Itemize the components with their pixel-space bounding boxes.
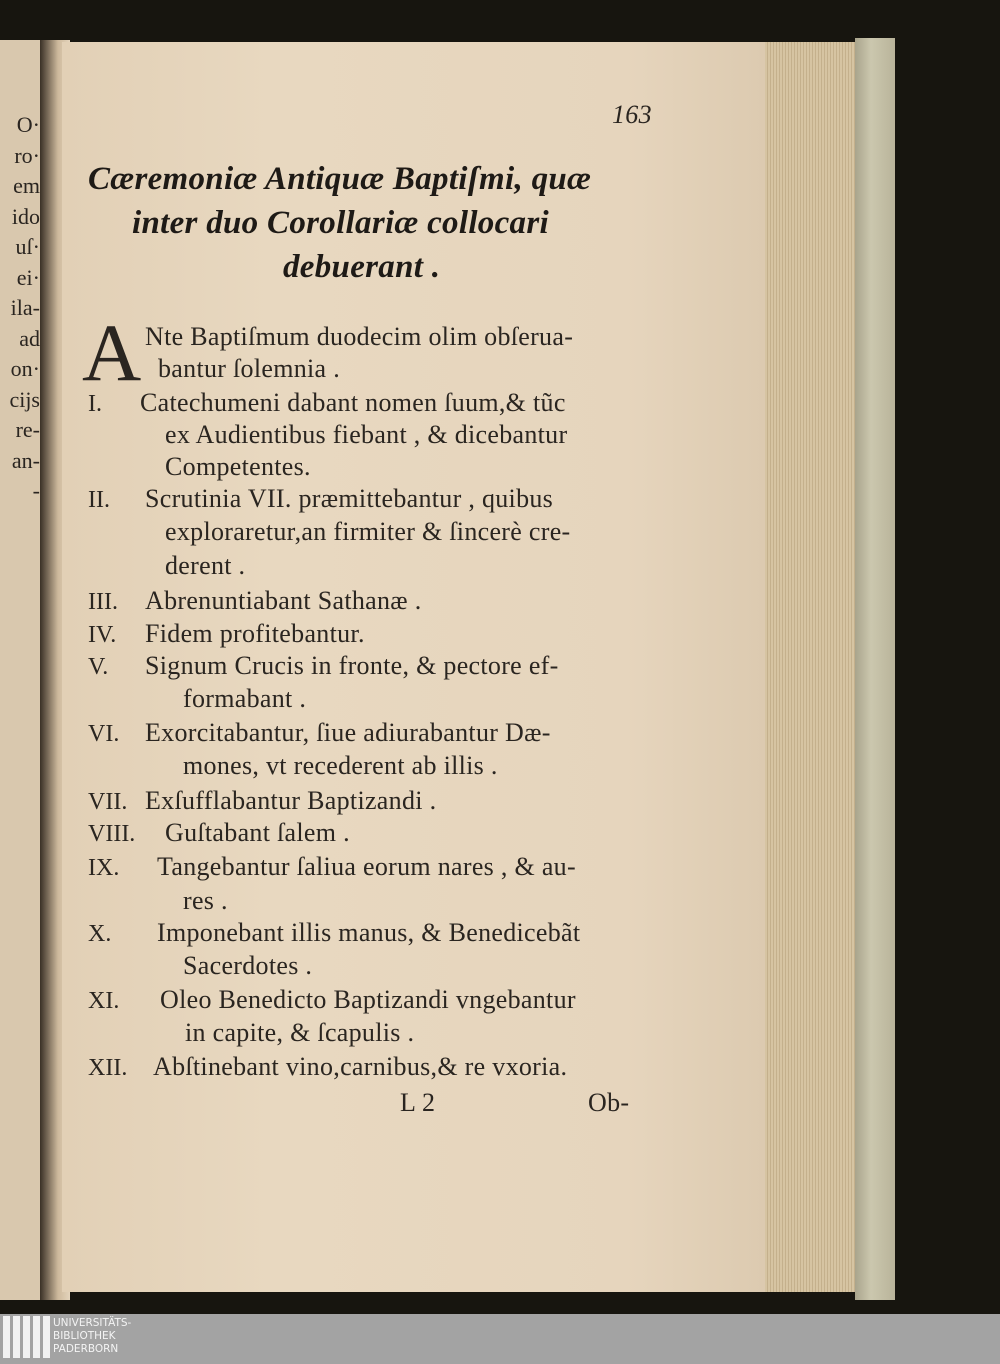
library-footer	[0, 1314, 1000, 1364]
item-text-line: Catechumeni dabant nomen ſuum,& tũc	[140, 388, 566, 417]
item-text-line: Exorcitabantur, ſiue adiurabantur Dæ-	[145, 718, 551, 747]
title-line: Cæremoniæ Antiquæ Baptiſmi, quæ	[88, 161, 592, 197]
title-line: debuerant .	[283, 249, 441, 285]
left-page-fragment: an-	[11, 447, 40, 473]
left-page-fragment: ila-	[10, 295, 40, 320]
library-name: UNIVERSITÄTS- BIBLIOTHEK PADERBORN	[53, 1317, 132, 1355]
intro-line: Nte Baptiſmum duodecim olim obſerua-	[145, 322, 574, 351]
item-number: IV.	[88, 622, 117, 648]
item-number: VII.	[88, 789, 128, 815]
item-text-line: exploraretur,an firmiter & ſincerè cre-	[165, 517, 571, 546]
left-page	[0, 40, 44, 1300]
item-number: XI.	[88, 988, 120, 1014]
left-page-fragment: ei·	[16, 264, 40, 290]
item-number: X.	[88, 921, 112, 947]
left-page-fragment: ido	[11, 203, 40, 229]
item-number: VI.	[88, 721, 120, 747]
left-page-fragment: ro·	[14, 142, 40, 168]
item-text-line: Fidem profitebantur.	[145, 619, 365, 648]
item-text-line: formabant .	[183, 684, 307, 713]
drop-cap: A	[82, 307, 142, 398]
left-page-fragment: uſ·	[15, 234, 40, 259]
item-number: V.	[88, 654, 109, 680]
item-text-line: Signum Crucis in fronte, & pectore ef-	[145, 651, 559, 680]
left-page-fragment: on·	[10, 356, 40, 381]
left-page-fragment: O·	[16, 112, 40, 137]
left-page-fragment: re-	[15, 417, 40, 442]
title-line: inter duo Corollariæ collocari	[132, 205, 549, 241]
item-text-line: Scrutinia VII. præmittebantur , quibus	[145, 484, 554, 513]
item-text-line: Sacerdotes .	[183, 951, 313, 980]
item-number: IX.	[88, 855, 120, 881]
signature-mark: L 2	[400, 1088, 436, 1117]
item-text-line: derent .	[165, 551, 246, 580]
item-text-line: Abſtinebant vino,carnibus,& re vxoria.	[153, 1052, 568, 1081]
item-text-line: Imponebant illis manus, & Benedicebãt	[157, 918, 581, 947]
left-page-fragment: em	[13, 173, 40, 198]
item-number: I.	[88, 391, 102, 417]
item-text-line: Tangebantur ſaliua eorum nares , & au-	[157, 852, 576, 881]
item-text-line: in capite, & ſcapulis .	[185, 1018, 415, 1047]
left-page-fragment: -	[32, 478, 40, 503]
page-edges	[765, 42, 857, 1292]
library-logo-icon	[3, 1316, 53, 1363]
item-text-line: Oleo Benedicto Baptizandi vngebantur	[160, 985, 576, 1014]
item-text-line: Competentes.	[165, 452, 311, 481]
item-text-line: res .	[183, 886, 228, 915]
left-page-fragment: cijs	[9, 386, 40, 412]
item-number: VIII.	[88, 821, 136, 847]
item-number: XII.	[88, 1055, 128, 1081]
item-text-line: Guſtabant ſalem .	[165, 818, 350, 847]
item-text-line: Abrenuntiabant Sathanæ .	[145, 586, 422, 615]
item-number: II.	[88, 487, 110, 513]
catchword: Ob-	[588, 1088, 630, 1117]
book-cover	[855, 38, 895, 1300]
left-page-fragment: ad	[19, 325, 40, 351]
page-number: 163	[612, 100, 652, 129]
item-number: III.	[88, 589, 118, 615]
item-text-line: Exſufflabantur Baptizandi .	[145, 786, 437, 815]
item-text-line: ex Audientibus fiebant , & dicebantur	[165, 420, 568, 449]
item-text-line: mones, vt recederent ab illis .	[183, 751, 498, 780]
intro-line: bantur ſolemnia .	[158, 354, 340, 383]
